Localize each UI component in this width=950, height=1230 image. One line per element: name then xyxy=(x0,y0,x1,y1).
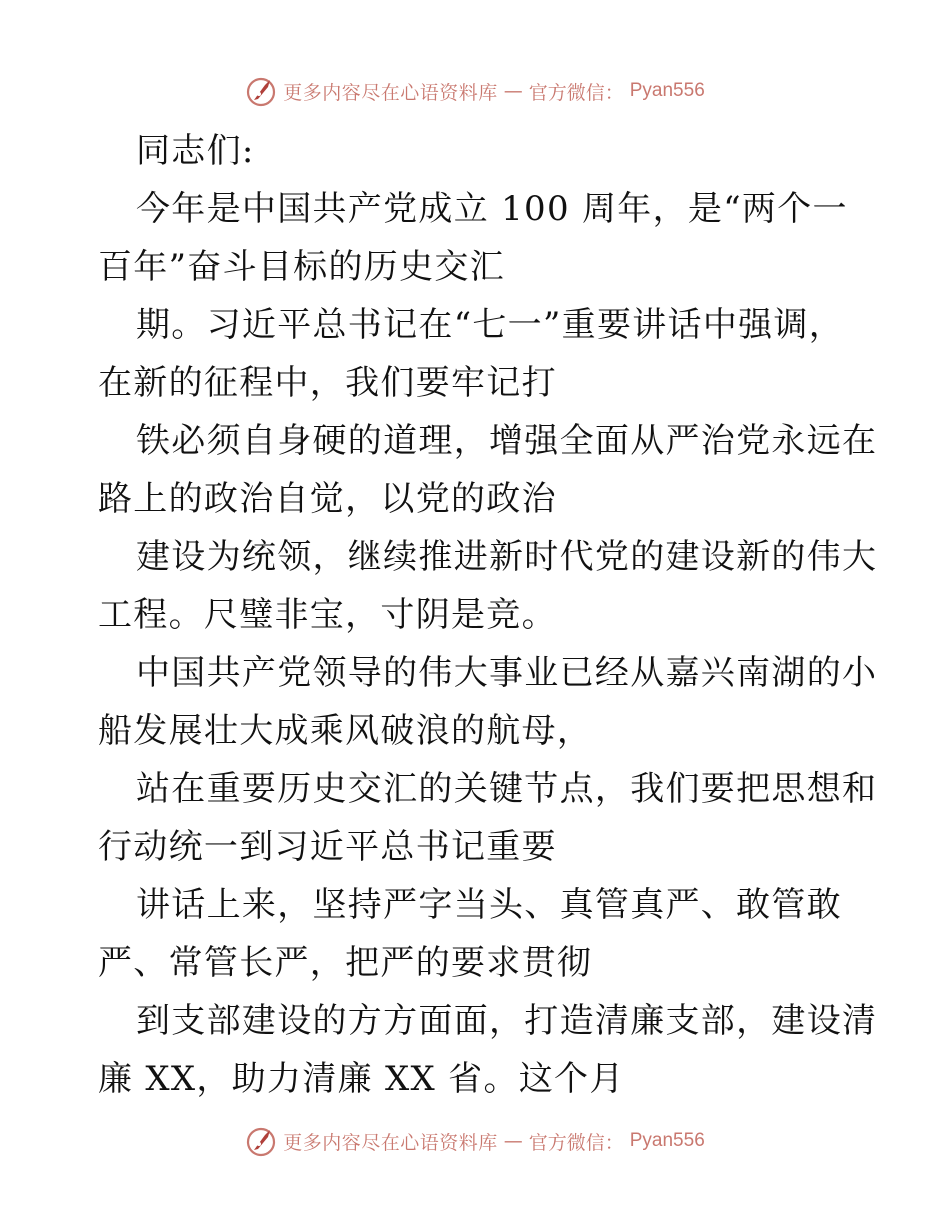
text-line: 同志们: xyxy=(136,131,255,171)
text-line: 廉 XX，助力清廉 XX 省。这个月 xyxy=(98,1059,625,1099)
watermark-wechat-label: 官方微信： xyxy=(528,81,624,104)
text-line: 路上的政治自觉，以党的政治 xyxy=(98,479,557,519)
watermark-wechat-label: 官方微信： xyxy=(528,1131,624,1154)
text-line: 行动统一到习近平总书记重要 xyxy=(98,827,557,867)
watermark-header xyxy=(0,74,950,108)
watermark-wechat-id: Pyan556 xyxy=(629,1130,705,1151)
document-body xyxy=(98,122,878,1108)
text-line: 今年是中国共产党成立 100 周年，是“两个一 xyxy=(136,189,848,229)
text-line: 中国共产党领导的伟大事业已经从嘉兴南湖的小 xyxy=(136,653,878,693)
text-line: 严、常管长严，把严的要求贯彻 xyxy=(98,943,593,983)
watermark-dash: — xyxy=(503,1130,523,1152)
text-line: 船发展壮大成乘风破浪的航母， xyxy=(98,711,593,751)
text-line: 工程。尺璧非宝，寸阴是竞。 xyxy=(98,595,557,635)
text-line: 建设为统领，继续推进新时代党的建设新的伟大 xyxy=(136,537,878,577)
watermark-footer xyxy=(0,1124,950,1158)
text-line: 百年”奋斗目标的历史交汇 xyxy=(98,247,505,287)
pen-nib-logo-icon xyxy=(245,75,277,107)
watermark-brand: 更多内容尽在心语资料库 xyxy=(283,81,498,104)
watermark-wechat-id: Pyan556 xyxy=(629,80,705,101)
watermark-dash: — xyxy=(503,80,523,102)
text-line: 期。习近平总书记在“七一”重要讲话中强调， xyxy=(136,305,845,345)
text-line: 讲话上来，坚持严字当头、真管真严、敢管敢 xyxy=(136,885,842,925)
text-line: 铁必须自身硬的道理，增强全面从严治党永远在 xyxy=(136,421,878,461)
text-line: 站在重要历史交汇的关键节点，我们要把思想和 xyxy=(136,769,878,809)
watermark-brand: 更多内容尽在心语资料库 xyxy=(283,1131,498,1154)
pen-nib-logo-icon xyxy=(245,1125,277,1157)
text-line: 在新的征程中，我们要牢记打 xyxy=(98,363,557,403)
text-line: 到支部建设的方方面面，打造清廉支部，建设清 xyxy=(136,1001,878,1041)
